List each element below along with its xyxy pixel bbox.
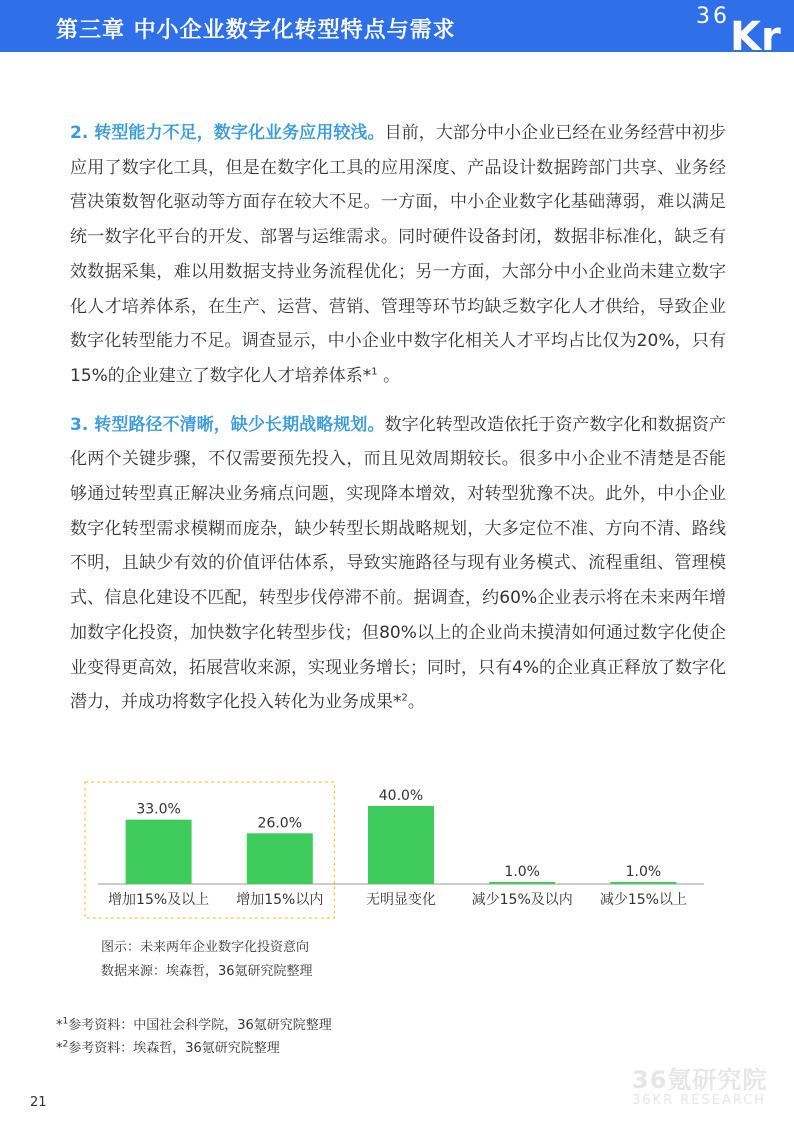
data-label-4: 1.0% (625, 864, 662, 880)
logo-kr: Kr (730, 14, 781, 60)
main-content (70, 116, 726, 734)
data-label-0: 33.0% (136, 801, 181, 818)
bar-1 (247, 833, 313, 884)
chapter-title: 第三章 中小企业数字化转型特点与需求 (56, 18, 456, 43)
investment-intent-chart (84, 780, 724, 930)
chart-source: 数据来源：埃森哲，36氪研究院整理 (101, 964, 313, 979)
section-3-paragraph (70, 408, 726, 720)
watermark-line-2: 36KR RESEARCH (632, 1093, 767, 1108)
bar-2 (368, 806, 434, 884)
chart-title: 图示：未来两年企业数字化投资意向 (101, 940, 310, 955)
footnote-2-sup: 2 (62, 1039, 69, 1050)
section-2-end: 。 (377, 365, 401, 386)
logo-36: 36 (696, 4, 730, 29)
section-2-footnote-ref: 1 (371, 366, 378, 378)
footnote-2-mark: * (56, 1041, 63, 1056)
section-2-paragraph (70, 116, 726, 394)
category-label-1: 增加15%以内 (236, 892, 324, 908)
section-3-end: 。 (407, 692, 425, 713)
footnote-2-text: 参考资料：埃森哲，36氪研究院整理 (68, 1041, 280, 1056)
footnote-1-sup: 1 (62, 1016, 69, 1027)
section-2-heading: 2. 转型能力不足，数字化业务应用较浅。 (70, 123, 385, 143)
bar-0 (126, 820, 192, 884)
footnote-2 (56, 1037, 280, 1056)
watermark-line-1: 36氪研究院 (632, 1066, 768, 1094)
section-3-body: 数字化转型改造依托于资产数字化和数据资产化两个关键步骤，不仅需要预先投入，而且见效周期较长。很多中小企业不清楚是否能够通过转型真正解决业务痛点问题，实现降本增效，对转型犹豫不决。此外，中小企业数字化转型需求模糊而庞杂，缺少转型长期战略规划，大多定位不准、方向不清、路线不明，且缺少有效的价值评估体系，导致实施路径与现有业务模式、流程重组、管理模式、信息化建设不匹配，转型步伐停滞不前。据调查，约60%企业表示将在未来两年增加数字化投资，加快数字化转型步伐；但80%以上的企业尚未摸清如何通过数字化使企业变得更高效，拓展营收来源，实现业务增长；同时，只有4%的企业真正释放了数字化潜力，并成功将数字化投入转化为业务成果* (70, 414, 726, 713)
bar-3 (489, 882, 555, 884)
section-3-heading: 3. 转型路径不清晰，缺少长期战略规划。 (70, 414, 385, 435)
section-3-footnote-ref: 2 (401, 692, 408, 704)
data-label-3: 1.0% (504, 864, 540, 880)
bar-chart-svg (84, 780, 724, 930)
category-label-4: 减少15%以上 (599, 892, 687, 908)
bar-4 (610, 882, 676, 884)
chapter-header (0, 0, 794, 60)
footnote-1 (56, 1014, 332, 1033)
category-label-2: 无明显变化 (366, 892, 436, 908)
category-label-3: 减少15%及以内 (471, 892, 573, 908)
page-number: 21 (30, 1095, 47, 1110)
data-label-1: 26.0% (257, 815, 303, 832)
footnote-1-mark: * (56, 1018, 63, 1033)
section-2-body: 目前，大部分中小企业已经在业务经营中初步应用了数字化工具，但是在数字化工具的应用深度、产品设计数据跨部门共享、业务经营决策数智化驱动等方面存在较大不足。一方面，中小企业数字化基础薄弱，难以满足统一数字化平台的开发、部署与运维需求。同时硬件设备封闭，数据非标准化，缺乏有效数据采集，难以用数据支持业务流程优化；另一方面，大部分中小企业尚未建立数字化人才培养体系，在生产、运营、营销、管理等环节均缺乏数字化人才供给，导致企业数字化转型能力不足。调查显示，中小企业中数字化相关人才平均占比仅为20%，只有15%的企业建立了数字化人才培养体系* (70, 123, 726, 386)
category-label-0: 增加15%及以上 (108, 892, 210, 908)
footnote-1-text: 参考资料：中国社会科学院，36氪研究院整理 (68, 1018, 332, 1033)
data-label-2: 40.0% (378, 788, 424, 804)
research-watermark (632, 1060, 767, 1108)
